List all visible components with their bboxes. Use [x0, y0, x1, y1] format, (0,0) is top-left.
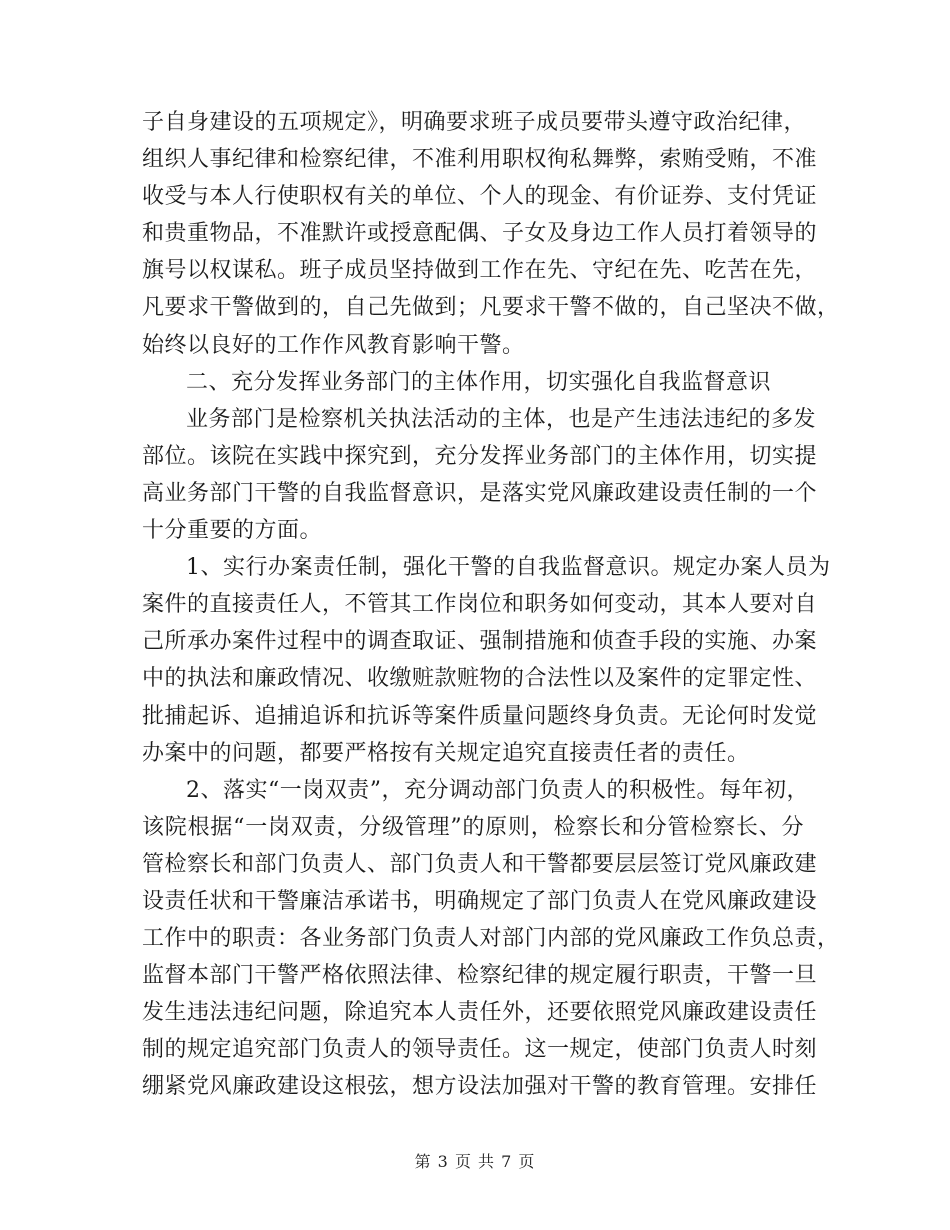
text-line: 组织人事纪律和检察纪律，不准利用职权徇私舞弊，索贿受贿，不准 — [142, 147, 818, 173]
text-line: 旗号以权谋私。班子成员坚持做到工作在先、守纪在先、吃苦在先， — [142, 258, 818, 284]
text-line: 和贵重物品，不准默许或授意配偶、子女及身边工作人员打着领导的 — [142, 221, 818, 247]
text-line: 管检察长和部门负责人、部门负责人和干警都要层层签订党风廉政建 — [142, 851, 818, 877]
page-footer: 第 3 页 共 7 页 — [414, 1152, 536, 1171]
text-line: 1、实行办案责任制，强化干警的自我监督意识。规定办案人员为 — [186, 555, 831, 581]
text-line: 绷紧党风廉政建设这根弦，想方设法加强对干警的教育管理。安排任 — [142, 1074, 818, 1100]
text-line: 制的规定追究部门负责人的领导责任。这一规定，使部门负责人时刻 — [142, 1037, 818, 1063]
text-line: 中的执法和廉政情况、收缴赃款赃物的合法性以及案件的定罪定性、 — [142, 666, 818, 692]
text-line: 办案中的问题，都要严格按有关规定追究直接责任者的责任。 — [142, 740, 750, 766]
text-line: 收受与本人行使职权有关的单位、个人的现金、有价证券、支付凭证 — [142, 184, 818, 210]
document-body — [142, 104, 840, 1106]
text-line: 十分重要的方面。 — [142, 518, 323, 544]
text-line: 批捕起诉、追捕追诉和抗诉等案件质量问题终身负责。无论何时发觉 — [142, 703, 818, 729]
text-line: 设责任状和干警廉洁承诺书，明确规定了部门负责人在党风廉政建设 — [142, 888, 818, 914]
text-line: 监督本部门干警严格依照法律、检察纪律的规定履行职责，干警一旦 — [142, 963, 818, 989]
text-line: 2、落实“一岗双责”，充分调动部门负责人的积极性。每年初， — [186, 777, 809, 803]
text-line: 部位。该院在实践中探究到，充分发挥业务部门的主体作用，切实提 — [142, 443, 818, 469]
text-line: 高业务部门干警的自我监督意识，是落实党风廉政建设责任制的一个 — [142, 480, 818, 506]
text-line: 子自身建设的五项规定》，明确要求班子成员要带头遵守政治纪律， — [142, 110, 807, 135]
text-line: 己所承办案件过程中的调查取证、强制措施和侦查手段的实施、办案 — [142, 629, 818, 655]
text-line: 始终以良好的工作作风教育影响干警。 — [142, 332, 525, 358]
text-line: 业务部门是检察机关执法活动的主体，也是产生违法违纪的多发 — [186, 406, 817, 432]
text-line: 工作中的职责：各业务部门负责人对部门内部的党风廉政工作负总责， — [142, 926, 840, 952]
text-line: 凡要求干警做到的，自己先做到；凡要求干警不做的，自己坚决不做， — [142, 295, 840, 321]
text-line: 发生违法违纪问题，除追究本人责任外，还要依照党风廉政建设责任 — [142, 1000, 818, 1026]
text-line: 二、充分发挥业务部门的主体作用，切实强化自我监督意识 — [186, 369, 772, 395]
text-line: 案件的直接责任人，不管其工作岗位和职务如何变动，其本人要对自 — [142, 592, 818, 618]
text-line: 该院根据“一岗双责，分级管理”的原则，检察长和分管检察长、分 — [142, 814, 804, 840]
